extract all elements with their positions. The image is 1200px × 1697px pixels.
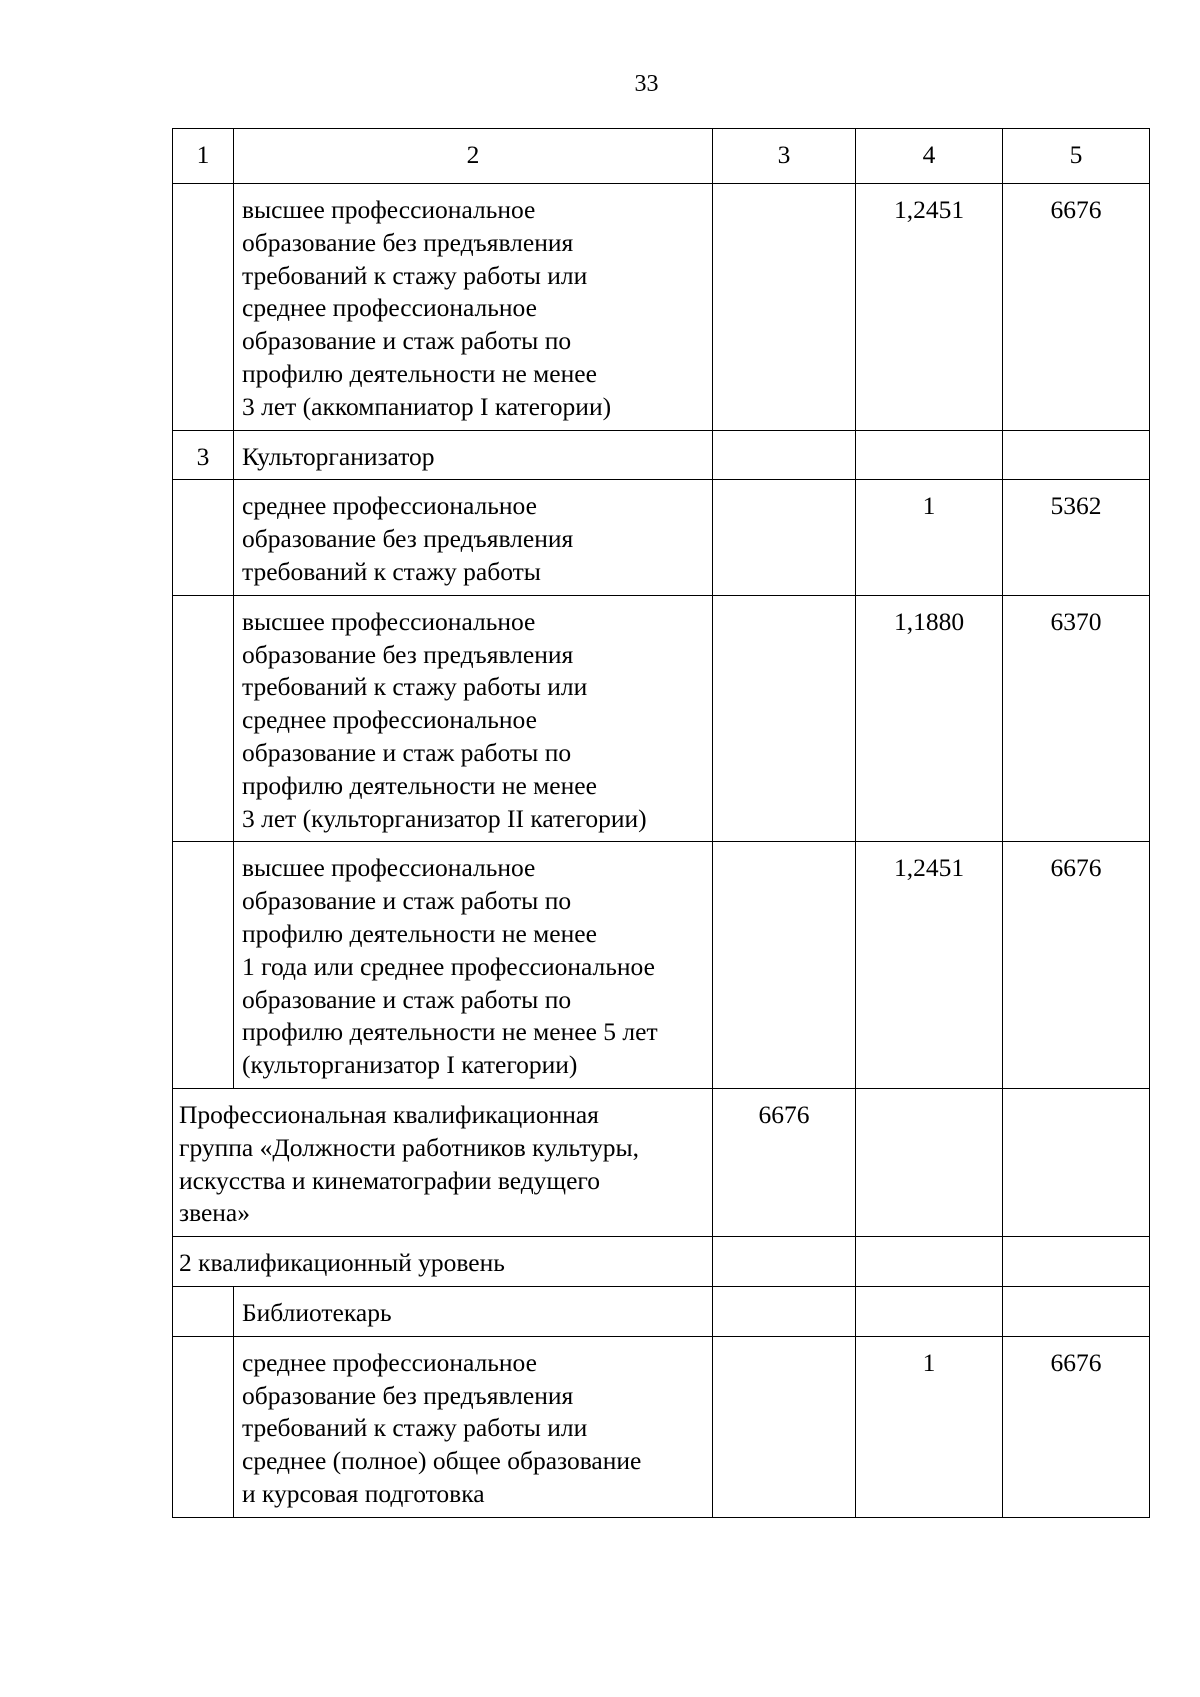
text-line: Культорганизатор	[242, 441, 435, 471]
salary-cell	[1003, 1286, 1150, 1336]
coefficient-cell	[856, 1286, 1003, 1336]
text-line: звена»	[179, 1198, 250, 1228]
table-row	[173, 430, 1150, 480]
base-salary-cell	[713, 430, 856, 480]
salary-cell	[1003, 430, 1150, 480]
text-line: требований к стажу работы	[242, 556, 541, 586]
text-line: профилю деятельности не менее	[242, 770, 597, 800]
salary-cell: 6676	[1003, 1336, 1150, 1517]
row-number-cell: 3	[173, 430, 234, 480]
text-line: среднее (полное) общее образование	[242, 1446, 642, 1476]
text-line: образование и стаж работы по	[242, 984, 572, 1014]
position-description-cell	[234, 480, 713, 595]
text-line: высшее профессиональное	[242, 606, 536, 636]
row-number-cell	[173, 184, 234, 431]
coefficient-cell: 1,2451	[856, 842, 1003, 1089]
base-salary-cell: 6676	[713, 1088, 856, 1236]
salary-cell: 6676	[1003, 842, 1150, 1089]
position-description-cell	[234, 842, 713, 1089]
text-line: 3 лет (аккомпаниатор I категории)	[242, 391, 612, 421]
text-line: требований к стажу работы или	[242, 260, 588, 290]
row-number-cell	[173, 1336, 234, 1517]
text-line: профилю деятельности не менее	[242, 358, 597, 388]
text-line: высшее профессиональное	[242, 853, 536, 883]
table-row	[173, 1336, 1150, 1517]
coefficient-cell: 1	[856, 480, 1003, 595]
text-line: образование и стаж работы по	[242, 737, 572, 767]
text-line: высшее профессиональное	[242, 195, 536, 224]
salary-cell: 6370	[1003, 595, 1150, 842]
header-cell-1: 1	[173, 129, 234, 184]
base-salary-cell	[713, 595, 856, 842]
text-line: (культорганизатор I категории)	[242, 1050, 578, 1080]
header-cell-2: 2	[234, 129, 713, 184]
row-number-cell	[173, 1286, 234, 1336]
header-cell-4: 4	[856, 129, 1003, 184]
salary-cell: 6676	[1003, 184, 1150, 431]
coefficient-cell: 1,2451	[856, 184, 1003, 431]
salary-cell	[1003, 1088, 1150, 1236]
salary-cell: 5362	[1003, 480, 1150, 595]
row-number-cell	[173, 595, 234, 842]
qualification-group-title-cell	[173, 1088, 713, 1236]
position-description-cell	[234, 595, 713, 842]
text-line: и курсовая подготовка	[242, 1478, 485, 1508]
coefficient-cell: 1	[856, 1336, 1003, 1517]
qualification-group-row	[173, 1088, 1150, 1236]
text-line: 3 лет (культорганизатор II категории)	[242, 803, 647, 833]
table-row	[173, 1286, 1150, 1336]
coefficient-cell	[856, 1088, 1003, 1236]
coefficient-cell	[856, 1237, 1003, 1287]
position-description-cell	[234, 184, 713, 431]
text-line: группа «Должности работников культуры,	[179, 1132, 640, 1162]
text-line: образование и стаж работы по	[242, 886, 572, 916]
base-salary-cell	[713, 480, 856, 595]
text-line: среднее профессиональное	[242, 705, 537, 735]
position-description-cell	[234, 430, 713, 480]
text-line: 1 года или среднее профессиональное	[242, 951, 655, 981]
text-line: искусства и кинематографии ведущего	[179, 1165, 600, 1195]
base-salary-cell	[713, 184, 856, 431]
table-body	[173, 129, 1150, 1518]
text-line: среднее профессиональное	[242, 293, 537, 323]
row-number-cell	[173, 480, 234, 595]
text-line: профилю деятельности не менее	[242, 918, 597, 948]
row-number-cell	[173, 842, 234, 1089]
text-line: образование без предъявления	[242, 1380, 574, 1410]
base-salary-cell	[713, 842, 856, 1089]
table-row	[173, 842, 1150, 1089]
base-salary-cell	[713, 1336, 856, 1517]
salary-cell	[1003, 1237, 1150, 1287]
text-line: образование без предъявления	[242, 227, 574, 257]
text-line: требований к стажу работы или	[242, 672, 588, 702]
base-salary-cell	[713, 1237, 856, 1287]
coefficient-cell: 1,1880	[856, 595, 1003, 842]
text-line: образование и стаж работы по	[242, 326, 572, 356]
table-header-row	[173, 129, 1150, 184]
position-description-cell	[234, 1336, 713, 1517]
text-line: образование без предъявления	[242, 524, 574, 554]
base-salary-cell	[713, 1286, 856, 1336]
qualification-level-cell: 2 квалификационный уровень	[173, 1237, 713, 1287]
text-line: образование без предъявления	[242, 639, 574, 669]
text-line: Библиотекарь	[242, 1297, 392, 1327]
salary-table	[172, 128, 1150, 1518]
position-description-cell	[234, 1286, 713, 1336]
text-line: среднее профессиональное	[242, 1347, 537, 1377]
table-row	[173, 184, 1150, 431]
header-cell-5: 5	[1003, 129, 1150, 184]
qualification-level-row	[173, 1237, 1150, 1287]
text-line: среднее профессиональное	[242, 491, 537, 521]
page-number: 33	[634, 71, 659, 97]
text-line: профилю деятельности не менее 5 лет	[242, 1017, 658, 1047]
coefficient-cell	[856, 430, 1003, 480]
text-line: требований к стажу работы или	[242, 1413, 588, 1443]
table-row	[173, 480, 1150, 595]
header-cell-3: 3	[713, 129, 856, 184]
text-line: Профессиональная квалификационная	[179, 1099, 599, 1129]
table-row	[173, 595, 1150, 842]
